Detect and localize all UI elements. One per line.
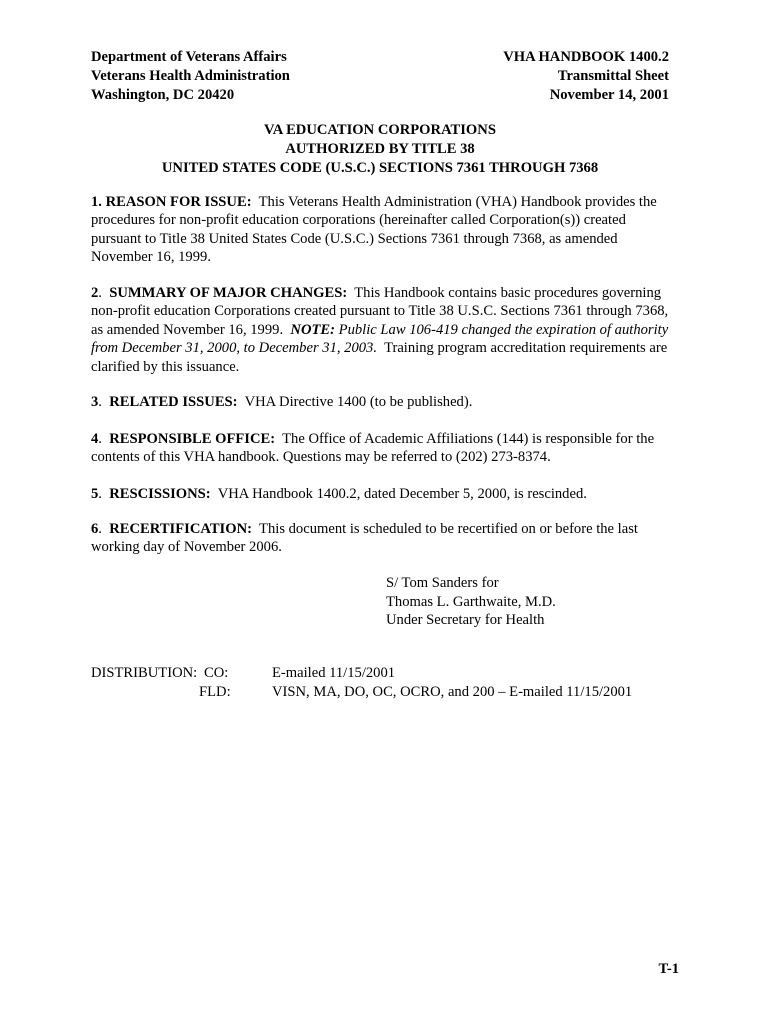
- document-title: [91, 121, 669, 178]
- note-text: Public Law 106-419 changed the expiration of authority from December 31, 2000, to December 31, 2003.: [91, 321, 669, 357]
- page-number: T-1: [658, 961, 679, 977]
- header-document-info: [503, 48, 669, 105]
- header-location: Washington, DC 20420: [91, 87, 235, 103]
- section-label: RESPONSIBLE OFFICE:: [109, 431, 276, 447]
- section-number: 2: [91, 285, 99, 301]
- section-number: 5: [91, 486, 99, 502]
- section-label: RECERTIFICATION:: [109, 521, 252, 537]
- signatory-name: Thomas L. Garthwaite, M.D.: [386, 593, 556, 610]
- section-number: 1: [91, 194, 99, 210]
- section-label: REASON FOR ISSUE:: [105, 194, 252, 210]
- signature-line: S/ Tom Sanders for: [386, 575, 499, 591]
- section-summary-of-changes: 2. SUMMARY OF MAJOR CHANGES: This Handbook contains basic procedures governing non-profit education Corporations created pursuant to Title 38 U.S.C. Sections 7361 through 7368, as amended November 16, 1999. NOTE: Public Law 106-419 changed the expiration of authority from December 31, 2000, to December 31, 2003. Training program accreditation requirements are clarified by this issuance.: [91, 285, 669, 375]
- section-text: The Office of Academic Affiliations (144) is responsible for the contents of this VHA handbook. Questions may be referred to (202) 273-8374.: [91, 431, 655, 466]
- sheet-type: Transmittal Sheet: [557, 68, 669, 84]
- signature-block: [386, 574, 556, 630]
- handbook-number: VHA HANDBOOK 1400.2: [503, 49, 669, 65]
- header-administration: Veterans Health Administration: [91, 68, 290, 84]
- signatory-title: Under Secretary for Health: [386, 612, 545, 628]
- section-label: RESCISSIONS:: [109, 486, 211, 502]
- section-label: RELATED ISSUES:: [109, 394, 238, 410]
- distribution-label: DISTRIBUTION:: [91, 665, 198, 681]
- header-department: Department of Veterans Affairs: [91, 49, 287, 65]
- section-recertification: 6. RECERTIFICATION: This document is scheduled to be recertified on or before the last working day of November 2006.: [91, 521, 638, 556]
- title-line-1: VA EDUCATION CORPORATIONS: [264, 122, 496, 138]
- section-number: 3: [91, 394, 99, 410]
- distribution-value: VISN, MA, DO, OC, OCRO, and 200 – E-mailed 11/15/2001: [272, 683, 633, 700]
- section-reason-for-issue: 1. REASON FOR ISSUE: This Veterans Health Administration (VHA) Handbook provides the procedures for non-profit education corporations (hereinafter called Corporation(s)) created pursuant to Title 38 United States Code (U.S.C.) Sections 7361 through 7368, as amended November 16, 1999.: [91, 194, 657, 266]
- section-number: 4: [91, 431, 99, 447]
- section-text: This Handbook contains basic procedures governing non-profit education Corporations created pursuant to Title 38 U.S.C. Sections 7361 through 7368, as amended November 16, 1999.: [91, 285, 669, 338]
- issue-date: November 14, 2001: [549, 87, 669, 103]
- header-organization: [91, 48, 290, 105]
- document-header: [91, 48, 669, 108]
- section-text-after: Training program accreditation requirements are clarified by this issuance.: [91, 340, 668, 375]
- section-responsible-office: 4. RESPONSIBLE OFFICE: The Office of Academic Affiliations (144) is responsible for the contents of this VHA handbook. Questions may be referred to (202) 273-8374.: [91, 431, 655, 466]
- section-text: VHA Handbook 1400.2, dated December 5, 2000, is rescinded.: [217, 486, 587, 502]
- section-related-issues: 3. RELATED ISSUES: VHA Directive 1400 (to be published).: [91, 394, 473, 410]
- title-line-2: AUTHORIZED BY TITLE 38: [285, 141, 475, 157]
- section-number: 6: [91, 521, 99, 537]
- section-label: SUMMARY OF MAJOR CHANGES:: [109, 285, 348, 301]
- note-label: NOTE:: [290, 321, 335, 338]
- section-text: VHA Directive 1400 (to be published).: [244, 394, 473, 410]
- section-text: This document is scheduled to be recertified on or before the last working day of November 2006.: [91, 521, 638, 556]
- distribution-code: CO:: [204, 665, 229, 681]
- section-rescissions: 5. RESCISSIONS: VHA Handbook 1400.2, dated December 5, 2000, is rescinded.: [91, 486, 587, 502]
- distribution-value: E-mailed 11/15/2001: [272, 665, 396, 681]
- distribution-code: FLD:: [199, 683, 231, 700]
- section-text: This Veterans Health Administration (VHA) Handbook provides the procedures for non-profit education corporations (hereinafter called Corporation(s)) created pursuant to Title 38 United States Code (U.S.C.) Sections 7361 through 7368, as amended November 16, 1999.: [91, 194, 657, 266]
- title-line-3: UNITED STATES CODE (U.S.C.) SECTIONS 7361 THROUGH 7368: [161, 160, 599, 176]
